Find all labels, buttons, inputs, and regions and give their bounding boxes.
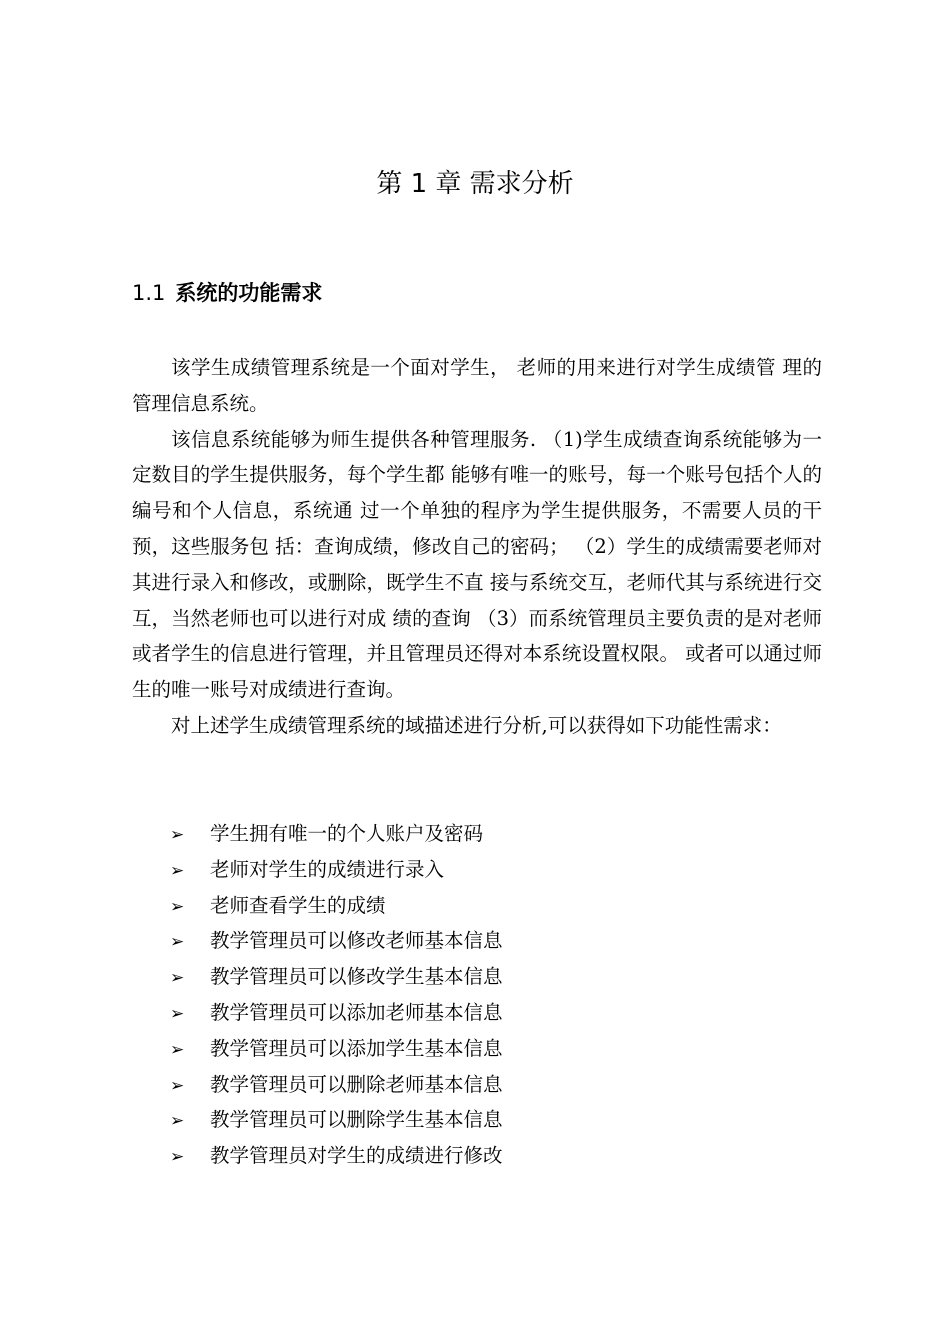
list-item — [170, 1102, 503, 1138]
arrow-bullet-icon: ➢ — [170, 1147, 185, 1168]
list-item-text: 教学管理员可以添加老师基本信息 — [210, 1000, 503, 1024]
paragraph-intro: 该学生成绩管理系统是一个面对学生， 老师的用来进行对学生成绩管 理的管理信息系统。 — [132, 356, 822, 415]
arrow-bullet-icon: ➢ — [170, 1075, 185, 1096]
list-item-text: 老师对学生的成绩进行录入 — [210, 857, 445, 881]
arrow-bullet-icon: ➢ — [170, 1111, 185, 1132]
list-item-text: 教学管理员可以添加学生基本信息 — [210, 1036, 503, 1060]
list-item-text: 老师查看学生的成绩 — [210, 893, 386, 917]
list-item — [170, 1031, 503, 1067]
section-title: 系统的功能需求 — [175, 281, 323, 305]
paragraph-requirements-lead: 对上述学生成绩管理系统的域描述进行分析,可以获得如下功能性需求： — [171, 713, 782, 737]
list-item — [170, 852, 503, 888]
section-heading — [132, 274, 322, 312]
section-number: 1.1 — [132, 281, 166, 305]
list-item-text: 教学管理员可以修改学生基本信息 — [210, 965, 503, 989]
list-item-text: 教学管理员可以修改老师基本信息 — [210, 929, 503, 953]
arrow-bullet-icon: ➢ — [170, 1003, 185, 1024]
arrow-bullet-icon: ➢ — [170, 860, 185, 881]
list-item — [170, 959, 503, 995]
arrow-bullet-icon: ➢ — [170, 932, 185, 953]
arrow-bullet-icon: ➢ — [170, 825, 185, 845]
requirements-list — [170, 816, 503, 1174]
list-item-text: 教学管理员对学生的成绩进行修改 — [210, 1144, 503, 1168]
paragraph-services: 该信息系统能够为师生提供各种管理服务. （1)学生成绩查询系统能够为一定数目的学生提供服务，每个学生都 能够有唯一的账号，每一个账号包括个人的编号和个人信息，系统通 过一个单独的程序为学生提供服务，不需要人员的干预，这些服务包 括：查询成绩，修改自己的密码； （2）学生的成绩需要老师对其进行录入和修改，或删除，既学生不直 接与系统交互，老师代其与系统进行交互，当然老师也可以进行对成 绩的查询 （3）而系统管理员主要负责的是对老师或者学生的信息进行管理，并且管理员还得对本系统设置权限。 或者可以通过师生的唯一账号对成绩进行查询。 — [132, 427, 822, 702]
list-item — [170, 816, 503, 852]
list-item — [170, 1067, 503, 1103]
arrow-bullet-icon: ➢ — [170, 896, 185, 917]
arrow-bullet-icon: ➢ — [170, 968, 185, 989]
list-item-text: 学生拥有唯一的个人账户及密码 — [210, 822, 484, 845]
list-item — [170, 923, 503, 959]
list-item — [170, 995, 503, 1031]
arrow-bullet-icon: ➢ — [170, 1039, 185, 1060]
list-item-text: 教学管理员可以删除学生基本信息 — [210, 1108, 503, 1132]
chapter-title: 第 1 章 需求分析 — [376, 169, 574, 199]
list-item — [170, 1138, 503, 1174]
list-item — [170, 888, 503, 924]
body-text — [132, 350, 822, 744]
list-item-text: 教学管理员可以删除老师基本信息 — [210, 1072, 503, 1096]
